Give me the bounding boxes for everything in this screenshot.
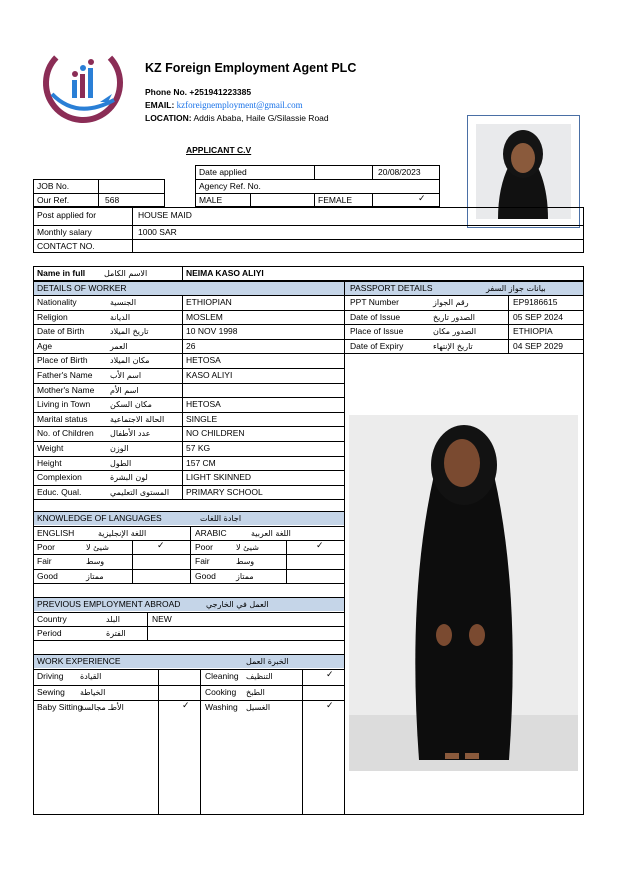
arabic-level-label: Poor (195, 542, 213, 552)
experience-header-ar: الخبرة العمل (246, 657, 289, 666)
post-label: Post applied for (37, 210, 97, 220)
experience-right-label-ar: التنظيف (246, 672, 273, 681)
english-level-check: ✓ (157, 541, 165, 551)
worker-field-value: PRIMARY SCHOOL (186, 486, 263, 497)
gender-check: ✓ (418, 194, 426, 204)
worker-field-label: Mother's Name (37, 384, 95, 395)
experience-left-label: Baby Sitting (37, 702, 83, 712)
experience-right-check: ✓ (326, 670, 334, 680)
english-level-label-ar: شيئ لا (86, 543, 109, 552)
applicant-photo-full (349, 415, 578, 771)
arabic-level-label-ar: شيئ لا (236, 543, 259, 552)
english-level-label-ar: وسط (86, 557, 105, 567)
female-label: FEMALE (318, 195, 353, 205)
contact-label: CONTACT NO. (37, 241, 95, 251)
worker-field-label-ar: تاريخ الميلاد (110, 327, 149, 337)
worker-field-label-ar: الديانة (110, 312, 131, 322)
worker-field-label: Marital status (37, 413, 88, 424)
languages-header-ar: اجادة اللغات (200, 514, 242, 523)
worker-field-value: NO CHILDREN (186, 428, 245, 439)
company-name: KZ Foreign Employment Agent PLC (145, 61, 357, 75)
worker-field-label: Weight (37, 443, 64, 453)
previous-field-label: Period (37, 628, 62, 638)
salary-value: 1000 SAR (138, 227, 177, 237)
worker-field-value: SINGLE (186, 413, 218, 424)
company-logo (42, 42, 124, 124)
arabic-level-check: ✓ (316, 541, 324, 551)
passport-field-label: Place of Issue (350, 326, 404, 336)
our-ref-value: 568 (105, 195, 120, 205)
passport-field-label-ar: الصدور مكان (433, 327, 477, 336)
english-label: ENGLISH (37, 528, 75, 538)
previous-field-label-ar: الفترة (106, 629, 126, 638)
english-level-label: Fair (37, 556, 52, 567)
job-no-label: JOB No. (37, 181, 70, 191)
english-level-label: Poor (37, 542, 55, 552)
previous-field-value: NEW (152, 614, 172, 624)
worker-field-label-ar: الحالة الاجتماعية (110, 414, 165, 424)
worker-field-label-ar: الطول (110, 458, 132, 468)
passport-field-value: 04 SEP 2029 (513, 340, 563, 351)
worker-field-label-ar: عدد الأطفال (110, 429, 151, 439)
passport-field-label-ar: تاريخ الإنتهاء (433, 341, 473, 351)
experience-left-label: Driving (37, 671, 64, 681)
passport-field-label: Date of Issue (350, 311, 401, 322)
location-label: LOCATION: (145, 113, 192, 123)
arabic-label: ARABIC (195, 528, 227, 538)
date-applied-value: 20/08/2023 (378, 167, 421, 177)
experience-right-label-ar: الغسيل (246, 703, 271, 712)
worker-field-label-ar: الوزن (110, 444, 129, 453)
experience-left-check: ✓ (182, 701, 190, 711)
row-divider (33, 554, 344, 555)
worker-field-value: KASO ALIYI (186, 370, 233, 380)
experience-right-label-ar: الطبخ (246, 687, 265, 697)
salary-label: Monthly salary (37, 227, 92, 237)
worker-field-value: 26 (186, 340, 196, 351)
previous-header-ar: العمل في الخارجي (206, 600, 269, 609)
previous-field-label-ar: البلد (106, 615, 120, 624)
date-applied-label: Date applied (199, 167, 247, 177)
company-email (145, 99, 303, 112)
cv-title: APPLICANT C.V (186, 145, 252, 155)
row-divider (33, 499, 344, 500)
company-phone (145, 86, 251, 99)
our-ref-label: Our Ref. (37, 195, 70, 205)
worker-field-value: HETOSA (186, 399, 221, 410)
experience-header: WORK EXPERIENCE (37, 656, 121, 666)
row-divider (33, 640, 344, 641)
worker-field-value: MOSLEM (186, 311, 223, 322)
row-divider (33, 626, 344, 627)
experience-left-label-ar: الخياطة (80, 687, 106, 697)
worker-field-label-ar: المستوى التعليمي (110, 487, 170, 497)
arabic-level-label-ar: وسط (236, 557, 255, 567)
passport-header: PASSPORT DETAILS (350, 283, 433, 293)
passport-field-value: ETHIOPIA (513, 326, 553, 336)
worker-field-value: HETOSA (186, 355, 221, 366)
experience-right-label: Washing (205, 702, 238, 712)
name-value: NEIMA KASO ALIYI (186, 268, 264, 278)
experience-right-check: ✓ (326, 701, 334, 711)
name-label-ar: الاسم الكامل (104, 269, 148, 278)
name-label: Name in full (37, 268, 86, 278)
worker-field-label-ar: الجنسية (110, 298, 137, 307)
worker-field-value: LIGHT SKINNED (186, 472, 252, 483)
worker-field-label-ar: لون البشرة (110, 473, 148, 483)
worker-field-label: Father's Name (37, 370, 93, 380)
worker-field-label: Height (37, 457, 62, 468)
email-label: EMAIL: (145, 100, 175, 110)
arabic-level-label: Fair (195, 556, 210, 567)
experience-left-label-ar: الأطـ مجالسة (80, 703, 124, 712)
worker-field-value: 10 NOV 1998 (186, 326, 238, 337)
row-divider (33, 583, 344, 584)
phone-label: Phone No. (145, 87, 188, 97)
worker-field-label-ar: اسم الأب (110, 371, 142, 380)
english-level-label: Good (37, 570, 58, 581)
worker-field-label: Age (37, 340, 53, 351)
passport-field-label-ar: الصدور تاريخ (433, 312, 475, 322)
worker-field-label: Place of Birth (37, 355, 88, 366)
worker-field-value: 57 KG (186, 443, 211, 453)
arabic-label-ar: اللغة العربية (251, 529, 291, 538)
english-label-ar: اللغة الإنجليزية (98, 529, 147, 538)
male-label: MALE (199, 195, 223, 205)
worker-field-label-ar: مكان السكن (110, 400, 152, 410)
worker-field-label: Nationality (37, 297, 77, 307)
previous-field-label: Country (37, 614, 67, 624)
previous-header: PREVIOUS EMPLOYMENT ABROAD (37, 599, 181, 609)
experience-left-label-ar: القيادة (80, 672, 102, 681)
english-level-label-ar: ممتاز (86, 571, 104, 581)
worker-field-value: 157 CM (186, 457, 216, 468)
passport-field-label-ar: رقم الجواز (433, 298, 469, 307)
passport-field-value: 05 SEP 2024 (513, 311, 563, 322)
worker-field-label: No. of Children (37, 428, 94, 439)
email-value[interactable]: kzforeignemployment@gmail.com (176, 100, 303, 110)
worker-field-label: Complexion (37, 472, 82, 483)
company-location (145, 112, 329, 125)
post-salary-box (33, 207, 584, 253)
location-value: Addis Ababa, Haile G/Silassie Road (193, 113, 329, 123)
languages-header: KNOWLEDGE OF LANGUAGES (37, 513, 162, 523)
worker-header: DETAILS OF WORKER (37, 283, 127, 293)
passport-field-value: EP9186615 (513, 297, 558, 307)
worker-field-value: ETHIOPIAN (186, 297, 232, 307)
experience-right-label: Cooking (205, 686, 237, 697)
phone-value: +251941223385 (189, 87, 252, 97)
worker-field-label-ar: مكان الميلاد (110, 356, 150, 366)
passport-field-label: Date of Expiry (350, 340, 404, 351)
passport-header-ar: بيانات جواز السفر (486, 284, 546, 293)
worker-field-label-ar: العمر (110, 341, 128, 351)
row-divider (33, 569, 344, 570)
post-value: HOUSE MAID (138, 210, 192, 220)
worker-field-label: Date of Birth (37, 326, 85, 337)
worker-field-label: Living in Town (37, 399, 91, 410)
arabic-level-label: Good (195, 570, 216, 581)
experience-right-label: Cleaning (205, 671, 239, 681)
agency-ref-label: Agency Ref. No. (199, 181, 261, 191)
worker-field-label: Religion (37, 311, 68, 322)
worker-field-label-ar: اسم الأم (110, 385, 139, 395)
arabic-level-label-ar: ممتاز (236, 571, 254, 581)
passport-field-label: PPT Number (350, 297, 399, 307)
worker-field-label: Educ. Qual. (37, 486, 82, 497)
experience-left-label: Sewing (37, 686, 65, 697)
